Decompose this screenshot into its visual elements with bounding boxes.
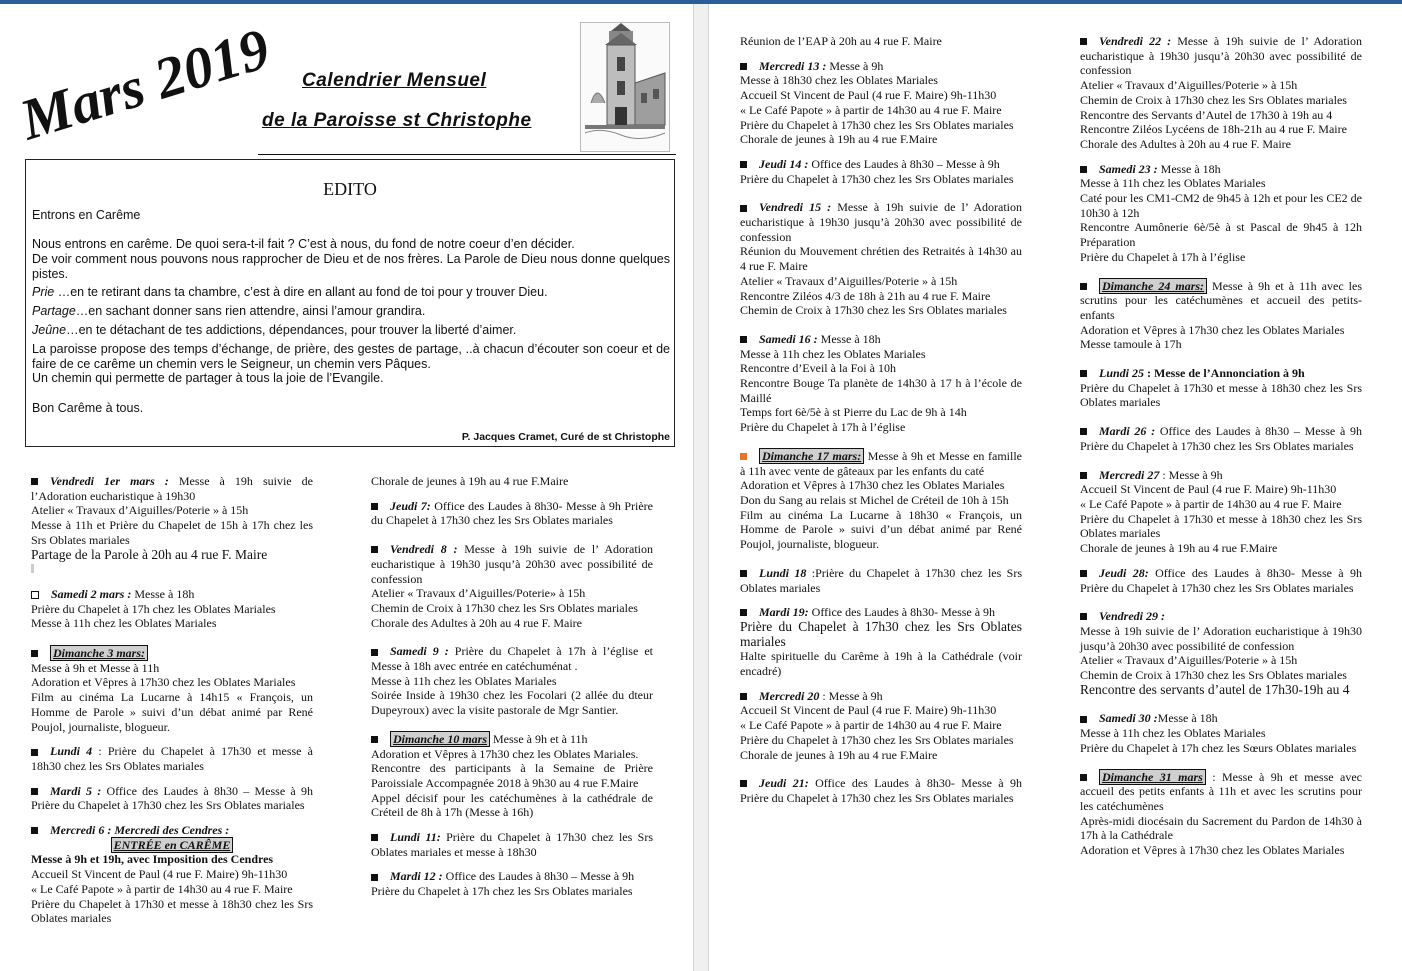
entry-line: Messe à 9h et Messe en famille à 11h avec vente de gâteaux par les enfants du caté [740, 448, 1022, 478]
entry-day-25 [1080, 366, 1362, 410]
entry-line: Prière du Chapelet à 17h30 chez les Srs Oblates mariales [740, 171, 1014, 186]
entry-day-3 [31, 646, 313, 734]
entry-line: Prière du Chapelet à 17h30 et messe à 18h30 chez les Srs Oblates mariales [1080, 511, 1362, 541]
entry-line: Messe à 9h et 19h, avec Imposition des Cendres [31, 852, 274, 867]
entry-line: Chorale de jeunes à 19h au 4 rue F.Maire [740, 747, 938, 762]
entry-line: Partage de la Parole à 20h au 4 rue F. Maire [31, 546, 268, 562]
entry-line: Prière du Chapelet à 17h30 et messe à 18h30 chez les Srs Oblates mariales [1080, 380, 1362, 410]
entry-day-26 [1080, 424, 1362, 453]
day-label: Jeudi 7: [390, 498, 431, 513]
bullet-icon [371, 874, 378, 881]
day-label: Lundi 18 [759, 565, 807, 580]
day-label: Jeudi 21: [759, 776, 809, 791]
entry-line: Adoration et Vêpres à 17h30 chez les Oblates Mariales [1080, 322, 1345, 337]
entry-line: Messe à 9h et Messe à 11h [31, 660, 160, 675]
entry-line: Chorale de jeunes à 19h au 4 rue F.Maire [371, 474, 569, 488]
edito-paragraph-2: De voir comment nous pouvons nous rapprocher de Dieu et de nos frères. La Parole de Dieu nous donne quelques pistes. [32, 252, 670, 281]
entry-line: Messe à 18h [131, 586, 195, 601]
entry-line: Messe à 9h et à 11h [490, 731, 588, 746]
entry-day-2 [31, 587, 313, 631]
sunday-label: Dimanche 3 mars: [50, 645, 148, 661]
day-label: Vendredi 8 : [390, 542, 458, 557]
entry-line: Chorale de jeunes à 19h au 4 rue F.Maire [740, 132, 938, 147]
entry-day-16 [740, 332, 1022, 435]
edito-paragraph-3: La paroisse propose des temps d’échange, de prière, des gestes de partage, ..à chacun d’écouter son coeur et de faire de ce carême un chemin vers le Seigneur, un chemin vers Pâques. [32, 342, 670, 371]
edito-prie-text: …en te retirant dans ta chambre, c’est à dire en allant au fond de toi pour y trouver Dieu. [54, 285, 548, 299]
entry-line: Adoration et Vêpres à 17h30 chez les Oblates Mariales [1080, 843, 1345, 858]
entry-line: Prière du Chapelet à 17h30 chez les Srs Oblates mariales [740, 732, 1014, 747]
calendar-column-4 [1080, 34, 1362, 868]
bullet-icon [1080, 774, 1087, 781]
entry-day-10 [371, 732, 653, 820]
entry-line: Prière du Chapelet à 17h à l’église et Messe à 18h avec entrée en catéchuménat . [371, 644, 653, 674]
day-label: Jeudi 28: [1099, 565, 1149, 580]
page-divider [693, 4, 709, 971]
entry-line: Atelier « Travaux d’Aiguilles/Poterie » à 15h [31, 503, 249, 518]
entry-day-29 [1080, 609, 1362, 697]
calendar-title-line2: de la Paroisse st Christophe [262, 110, 532, 131]
entry-day-1 [31, 474, 313, 577]
entry-line: Messe à 19h suivie de l’ Adoration eucharistique à 19h30 jusqu’à 20h30 avec possibilité de confession [1080, 34, 1363, 78]
entry-line: Prière du Chapelet à 17h chez les Oblates Mariales [31, 601, 276, 616]
lent-entry-box: ENTRÉE en CARÊME [111, 837, 234, 853]
month-title [22, 22, 272, 152]
entry-line: Don du Sang au relais st Michel de Créteil de 10h à 15h [740, 492, 1009, 507]
header-rule [258, 154, 676, 155]
day-label: Samedi 16 : [759, 331, 818, 346]
entry-line: Rencontre des participants à la Semaine de Prière Paroissiale Accompagnée 2018 à 9h30 au 4 rue F.Maire [371, 761, 653, 790]
entry-line: Messe à 18h [1157, 711, 1218, 726]
entry-line: Messe à 11h chez les Oblates Mariales [371, 673, 557, 688]
entry-line: Prière du Chapelet à 17h chez les Srs Oblates mariales [371, 884, 633, 899]
entry-line: Prière du Chapelet à 17h chez les Sœurs Oblates mariales [1080, 740, 1357, 755]
entry-line: Temps fort 6è/5è à st Pierre du Lac de 9h à 14h [740, 405, 967, 420]
day-label: Lundi 25 [1099, 366, 1145, 381]
entry-line: Messe à 19h suivie de l’Adoration eucharistique à 19h30 [31, 474, 314, 503]
entry-line: Rencontre Bouge Ta planète de 14h30 à 17 h à l’école de Maillé [740, 376, 1022, 405]
bullet-icon [1080, 166, 1087, 173]
entry-day-5 [31, 784, 313, 813]
day-label: Samedi 30 : [1099, 711, 1158, 726]
day-label: Mercredi 27 [1099, 467, 1160, 482]
day-label: Vendredi 15 : [759, 200, 832, 215]
entry-line: Office des Laudes à 8h30- Messe à 9h Prière du Chapelet à 17h30 chez les Srs Oblates mariales [1080, 565, 1362, 595]
edito-paragraph-4: Un chemin qui permette de partager à tous la joie de l’Evangile. [32, 371, 384, 385]
entry-line: Chemin de Croix à 17h30 chez les Srs Oblates mariales [1080, 92, 1347, 107]
entry-line: :Prière du Chapelet à 17h30 chez les Srs Oblates mariales [740, 565, 1022, 595]
edito-jeune-word: Jeûne [32, 323, 67, 337]
edito-intro: Entrons en Carême [32, 208, 141, 222]
calendar-column-2 [371, 474, 653, 909]
entry-line: Rencontre des Servants d’Autel de 17h30 à 19h au 4 [1080, 107, 1333, 122]
entry-line: Chemin de Croix à 17h30 chez les Srs Oblates mariales [1080, 668, 1347, 683]
entry-day-9 [371, 644, 653, 718]
sunday-label: Dimanche 31 mars [1099, 769, 1206, 785]
entry-line: Office des Laudes à 8h30- Messe à 9h [808, 605, 996, 620]
edito-closing: Bon Carême à tous. [32, 401, 144, 415]
entry-line: Soirée Inside à 19h30 chez les Focolari (2 allée du dteur Dupeyroux) avec la visite pastorale de Mgr Santier. [371, 688, 653, 718]
entry-line: Prière du Chapelet à 17h à l’église [740, 420, 906, 435]
entry-line: Atelier « Travaux d’Aiguilles/Poterie» à 15h [371, 586, 586, 601]
day-label: Samedi 23 : [1099, 161, 1158, 176]
edito-jeune-text: …en te détachant de tes addictions, dépendances, pour trouver la liberté d’aimer. [66, 323, 517, 337]
entry-line: Accueil St Vincent de Paul (4 rue F. Maire) 9h-11h30 [740, 703, 997, 718]
entry-line: Rencontre d’Eveil à la Foi à 10h [740, 361, 896, 376]
month-title-graphic [22, 22, 272, 152]
bullet-icon [740, 63, 747, 70]
edito-partage [32, 304, 670, 319]
day-label: Mercredi 6 : Mercredi des Cendres : [50, 823, 230, 838]
entry-line: Messe à 11h chez les Oblates Mariales [1080, 726, 1266, 741]
day-label: Mardi 5 : [50, 783, 102, 798]
bullet-icon [1080, 613, 1087, 620]
entry-day-13 [740, 59, 1022, 147]
entry-line: « Le Café Papote » à partir de 14h30 au 4 rue F. Maire [1080, 496, 1342, 511]
entry-line: Adoration et Vêpres à 17h30 chez les Oblates Mariales [740, 478, 1005, 493]
bullet-icon [740, 205, 747, 212]
edito-box [25, 159, 675, 447]
entry-line: Messe à 9h [826, 58, 884, 73]
entry-line: Chorale de jeunes à 19h au 4 rue F.Maire [1080, 541, 1278, 556]
entry-line: Messe à 19h suivie de l’ Adoration eucharistique à 19h30 jusqu’à 20h30 avec possibilité de confession [371, 542, 653, 586]
bullet-icon [740, 609, 747, 616]
bullet-icon [1080, 38, 1087, 45]
bullet-icon [31, 650, 38, 657]
entry-line: Prière du Chapelet à 17h30 et messe à 18h30 chez les Srs Oblates mariales [31, 896, 313, 926]
entry-line: Rencontre Ziléos Lycéens de 18h-21h au 4 rue F. Maire [1080, 122, 1347, 137]
bullet-icon [1080, 472, 1087, 479]
entry-line: « Le Café Papote » à partir de 14h30 au 4 rue F. Maire [740, 102, 1002, 117]
entry-line: Chorale des Adultes à 20h au 4 rue F. Maire [1080, 136, 1291, 151]
margin-mark [31, 564, 34, 573]
edito-prie [32, 285, 670, 300]
entry-day-11 [371, 830, 653, 859]
entry-line: : Messe à 9h [819, 688, 883, 703]
entry-line: Office des Laudes à 8h30 – Messe à 9h Prière du Chapelet à 17h30 chez les Srs Oblates mariales [31, 783, 314, 813]
edito-jeune [32, 323, 670, 338]
bullet-icon [31, 749, 38, 756]
bullet-open-icon [31, 591, 39, 599]
entry-line: Prière du Chapelet à 17h30 chez les Srs Oblates mariales [740, 117, 1014, 132]
entry-line: Chemin de Croix à 17h30 chez les Srs Oblates mariales [371, 600, 638, 615]
bullet-icon [740, 336, 747, 343]
entry-line: Rencontre Ziléos 4/3 de 18h à 21h au 4 rue F. Maire [740, 288, 991, 303]
bullet-icon [371, 546, 378, 553]
edito-signature: P. Jacques Cramet, Curé de st Christophe [461, 430, 670, 443]
entry-day-7 [371, 499, 653, 528]
entry-line: : Messe à 9h et messe avec accueil des petits enfants à 11h et avec les scrutins pour les catéchumènes [1080, 769, 1362, 813]
entry-line: Réunion de l’EAP à 20h au 4 rue F. Maire [740, 34, 942, 48]
edito-paragraph-1: Nous entrons en carême. De quoi sera-t-il fait ? C’est à nous, du fond de notre coeur d’en décider. [32, 237, 575, 251]
bullet-orange-icon [740, 453, 747, 460]
bullet-icon [31, 788, 38, 795]
entry-day-8 [371, 542, 653, 630]
edito-prie-word: Prie [32, 285, 55, 299]
entry-line: Film au cinéma La Lucarne à 14h15 « François, un Homme de Parole » suivi d’un débat animé par René Poujol, journaliste, blogueur. [31, 690, 313, 734]
entry-line: Accueil St Vincent de Paul (4 rue F. Maire) 9h-11h30 [1080, 482, 1337, 497]
entry-line: Messe à 18h [817, 331, 881, 346]
bullet-icon [1080, 716, 1087, 723]
bullet-icon [740, 780, 747, 787]
bullet-icon [1080, 428, 1087, 435]
entry-line: Messe à 11h chez les Oblates Mariales [1080, 176, 1266, 191]
entry-day-20 [740, 689, 1022, 763]
month-title-text: Mars 2019 [22, 22, 272, 152]
day-label: Jeudi 14 : [759, 156, 809, 171]
bullet-icon [740, 570, 747, 577]
calendar-title-line1: Calendrier Mensuel [302, 70, 487, 91]
entry-line: Prière du Chapelet à 17h à l’église [1080, 249, 1246, 264]
entry-line: Rencontre Aumônerie 6è/5è à st Pascal de 9h45 à 12h Préparation [1080, 220, 1362, 250]
sunday-label: Dimanche 17 mars: [759, 448, 864, 464]
entry-line: : Prière du Chapelet à 17h30 et messe à 18h30 chez les Srs Oblates mariales [31, 744, 313, 773]
entry-day-23 [1080, 162, 1362, 265]
entry-day-22 [1080, 34, 1362, 152]
day-label: Lundi 4 [50, 744, 93, 759]
entry-line: Messe à 11h chez les Oblates Mariales [740, 346, 926, 361]
day-label: Vendredi 29 : [1099, 609, 1165, 624]
edito-partage-word: Partage [32, 304, 76, 318]
entry-line: Messe à 18h [1157, 161, 1221, 176]
entry-day-31 [1080, 770, 1362, 858]
day-label: Samedi 2 mars : [51, 586, 132, 601]
entry-day-15 [740, 200, 1022, 318]
entry-line: Appel décisif pour les catéchumènes à la cathédrale de Créteil de 8h à 17h (Messe à 16h) [371, 790, 653, 820]
bullet-icon [740, 693, 747, 700]
entry-line: « Le Café Papote » à partir de 14h30 au 4 rue F. Maire [740, 718, 1002, 733]
entry-continued [371, 474, 653, 489]
entry-continued [740, 34, 1022, 49]
entry-line: Prière du Chapelet à 17h30 chez les Srs Oblates mariales [740, 618, 1022, 649]
entry-line: Rencontre des servants d’autel de 17h30-19h au 4 [1080, 681, 1350, 697]
entry-line: Messe à 19h suivie de l’ Adoration eucharistique à 19h30 jusqu’à 20h30 avec possibilité de confession [1080, 623, 1362, 653]
entry-line: « Le Café Papote » à partir de 14h30 au 4 rue F. Maire [31, 881, 293, 896]
entry-line: Réunion du Mouvement chrétien des Retraités à 14h30 au 4 rue F. Maire [740, 244, 1022, 274]
entry-line: Adoration et Vêpres à 17h30 chez les Oblates Mariales [31, 675, 296, 690]
church-drawing-icon [580, 22, 670, 152]
bullet-icon [371, 834, 378, 841]
entry-line: Messe à 11h et Prière du Chapelet de 15h à 17h chez les Srs Oblates mariales [31, 518, 313, 547]
bullet-icon [371, 736, 378, 743]
entry-line: Office des Laudes à 8h30- Messe à 9h Prière du Chapelet à 17h30 chez les Srs Oblates mariales [371, 498, 653, 528]
entry-line: Atelier « Travaux d’Aiguilles/Poterie » à 15h [1080, 653, 1298, 668]
edito-heading: EDITO [323, 179, 377, 199]
entry-line: Office des Laudes à 8h30 – Messe à 9h [442, 869, 635, 884]
day-label: Mardi 19: [759, 605, 809, 620]
entry-line: Accueil St Vincent de Paul (4 rue F. Maire) 9h-11h30 [31, 867, 288, 882]
day-label: Lundi 11: [390, 830, 441, 845]
bullet-icon [31, 478, 38, 485]
entry-line: Messe à 18h30 chez les Oblates Mariales [740, 73, 938, 88]
bullet-icon [1080, 283, 1087, 290]
day-label: Mercredi 13 : [759, 58, 827, 73]
entry-line: Office des Laudes à 8h30 – Messe à 9h [808, 156, 1000, 171]
entry-day-27 [1080, 468, 1362, 556]
day-label: Samedi 9 : [390, 644, 449, 659]
entry-line: Atelier « Travaux d’Aiguilles/Poterie » à 15h [740, 273, 958, 288]
entry-line: Messe à 9h et à 11h avec les scrutins pour les catéchumènes et accueil des petits-enfants [1080, 278, 1362, 322]
day-label: Mercredi 20 [759, 688, 820, 703]
bullet-icon [371, 503, 378, 510]
sunday-label: Dimanche 24 mars: [1099, 278, 1207, 294]
entry-line: Accueil St Vincent de Paul (4 rue F. Maire) 9h-11h30 [740, 88, 997, 103]
entry-line: Halte spirituelle du Carême à 19h à la Cathédrale (voir encadré) [740, 649, 1022, 679]
sunday-label: Dimanche 10 mars [390, 731, 490, 747]
entry-line: Caté pour les CM1-CM2 de 9h45 à 12h et pour les CE2 de 10h30 à 12h [1080, 191, 1362, 220]
entry-line: Prière du Chapelet à 17h30 chez les Srs Oblates mariales et messe à 18h30 [371, 830, 653, 859]
entry-line: Office des Laudes à 8h30- Messe à 9h Prière du Chapelet à 17h30 chez les Srs Oblates mariales [740, 776, 1022, 805]
entry-day-14 [740, 157, 1022, 186]
entry-day-4 [31, 744, 313, 773]
entry-line: Film au cinéma La Lucarne à 18h30 « François, un Homme de Parole » suivi d’un débat animé par René Poujol, journaliste, blogueur. [740, 507, 1022, 552]
entry-day-18 [740, 566, 1022, 595]
left-page [0, 4, 692, 971]
entry-day-17 [740, 449, 1022, 552]
bullet-icon [1080, 370, 1087, 377]
day-label: Vendredi 1er mars : [50, 474, 169, 488]
calendar-column-1 [31, 474, 313, 936]
entry-line: Messe à 19h suivie de l’ Adoration eucharistique à 19h30 jusqu’à 20h30 avec possibilité de confession [740, 200, 1023, 244]
bullet-icon [31, 827, 38, 834]
bullet-icon [740, 161, 747, 168]
entry-line: Office des Laudes à 8h30 – Messe à 9h Prière du Chapelet à 17h30 chez les Srs Oblates mariales [1080, 424, 1363, 453]
entry-line: : Messe à 9h [1159, 467, 1223, 482]
bullet-icon [1080, 570, 1087, 577]
right-page [708, 4, 1402, 971]
entry-day-24 [1080, 279, 1362, 353]
entry-day-6 [31, 823, 313, 926]
calendar-column-3 [740, 34, 1022, 816]
day-label: Vendredi 22 : [1099, 34, 1172, 48]
entry-day-12 [371, 869, 653, 898]
entry-day-30 [1080, 711, 1362, 755]
entry-line: Chorale des Adultes à 20h au 4 rue F. Maire [371, 615, 582, 630]
entry-line: Après-midi diocésain du Sacrement du Pardon de 14h30 à 17h à la Cathédrale [1080, 813, 1362, 843]
entry-line: Atelier « Travaux d’Aiguilles/Poterie » à 15h [1080, 78, 1298, 93]
entry-line: Messe à 11h chez les Oblates Mariales [31, 616, 217, 631]
entry-line: : Messe de l’Annonciation à 9h [1144, 366, 1305, 381]
edito-partage-text: …en sachant donner sans rien attendre, ainsi l’amour grandira. [75, 304, 426, 318]
entry-day-21 [740, 776, 1022, 805]
day-label: Mardi 12 : [390, 869, 443, 884]
entry-day-28 [1080, 566, 1362, 595]
entry-line: Chemin de Croix à 17h30 chez les Srs Oblates mariales [740, 303, 1007, 318]
bullet-icon [371, 649, 378, 656]
day-label: Mardi 26 : [1099, 424, 1156, 439]
entry-line: Messe tamoule à 17h [1080, 337, 1182, 352]
entry-day-19 [740, 605, 1022, 679]
entry-line: Adoration et Vêpres à 17h30 chez les Oblates Mariales. [371, 746, 639, 761]
